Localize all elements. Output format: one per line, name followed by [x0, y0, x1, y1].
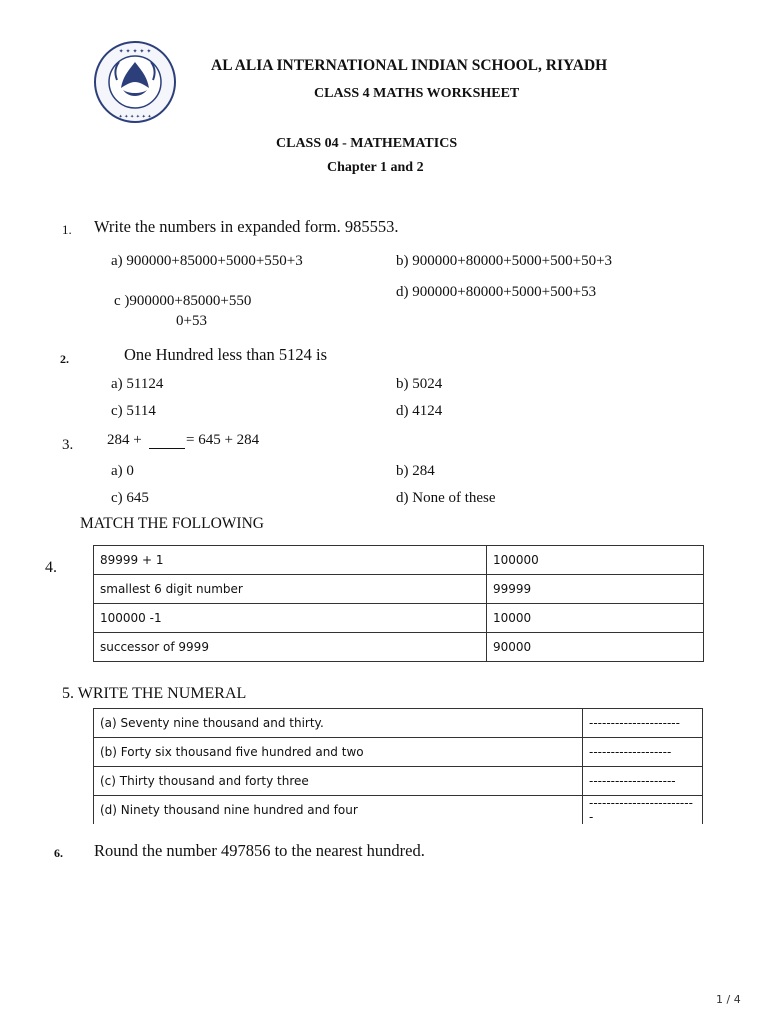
match-table	[93, 545, 704, 662]
match-left: 89999 + 1	[94, 546, 487, 575]
q2-option-a: a) 51124	[111, 376, 164, 392]
q2-option-d: d) 4124	[396, 403, 443, 419]
numeral-answer-blank: ---------------------	[583, 709, 703, 738]
q2-option-c: c) 5114	[111, 403, 156, 419]
q3-text-left: 284 +	[107, 432, 142, 448]
q3-option-b: b) 284	[396, 463, 435, 479]
numeral-answer-blank: -------------------------	[583, 796, 703, 825]
school-name: AL ALIA INTERNATIONAL INDIAN SCHOOL, RIYADH	[211, 57, 608, 74]
numeral-prompt: (d) Ninety thousand nine hundred and four	[94, 796, 583, 825]
table-row	[94, 796, 703, 825]
match-right: 90000	[487, 633, 704, 662]
match-right: 10000	[487, 604, 704, 633]
match-heading: MATCH THE FOLLOWING	[80, 515, 264, 532]
q1-option-a: a) 900000+85000+5000+550+3	[111, 253, 303, 269]
match-left: smallest 6 digit number	[94, 575, 487, 604]
q1-option-c-line2: 0+53	[176, 313, 207, 329]
table-row	[94, 738, 703, 767]
page-indicator: 1 / 4	[716, 993, 741, 1006]
table-row	[94, 604, 704, 633]
class-subject: CLASS 04 - MATHEMATICS	[276, 136, 458, 151]
worksheet-title: CLASS 4 MATHS WORKSHEET	[314, 86, 520, 101]
svg-text:✦ ✦ ✦ ✦ ✦: ✦ ✦ ✦ ✦ ✦	[118, 48, 152, 55]
numeral-prompt: (c) Thirty thousand and forty three	[94, 767, 583, 796]
table-row	[94, 575, 704, 604]
svg-text:✦ ✦ ✦ ✦ ✦ ✦: ✦ ✦ ✦ ✦ ✦ ✦	[118, 114, 152, 120]
numeral-answer-blank: -------------------	[583, 738, 703, 767]
q1-option-c-line1: c )900000+85000+550	[114, 293, 252, 309]
numeral-prompt: (b) Forty six thousand five hundred and two	[94, 738, 583, 767]
q1-text: Write the numbers in expanded form. 985553.	[94, 217, 399, 236]
q2-text: One Hundred less than 5124 is	[124, 345, 328, 364]
table-row	[94, 546, 704, 575]
q3-option-a: a) 0	[111, 463, 134, 479]
numeral-prompt: (a) Seventy nine thousand and thirty.	[94, 709, 583, 738]
q5-heading: 5. WRITE THE NUMERAL	[62, 685, 247, 702]
q3-blank	[149, 448, 185, 449]
q3-option-c: c) 645	[111, 490, 149, 506]
numeral-answer-blank: --------------------	[583, 767, 703, 796]
q1-number: 1.	[62, 222, 72, 237]
chapter-title: Chapter 1 and 2	[327, 160, 424, 175]
q3-text-right: = 645 + 284	[186, 432, 260, 448]
q4-number: 4.	[45, 559, 57, 576]
q6-text: Round the number 497856 to the nearest hundred.	[94, 841, 425, 860]
school-logo	[93, 40, 177, 124]
q1-option-d: d) 900000+80000+5000+500+53	[396, 284, 597, 300]
q2-number: 2.	[60, 352, 69, 366]
q1-option-b: b) 900000+80000+5000+500+50+3	[396, 253, 613, 269]
q6-number: 6.	[54, 846, 63, 860]
table-row	[94, 767, 703, 796]
q3-option-d: d) None of these	[396, 490, 496, 506]
match-right: 99999	[487, 575, 704, 604]
match-left: 100000 -1	[94, 604, 487, 633]
match-left: successor of 9999	[94, 633, 487, 662]
q2-option-b: b) 5024	[396, 376, 443, 392]
table-row	[94, 633, 704, 662]
numeral-table	[93, 708, 703, 824]
table-row	[94, 709, 703, 738]
match-right: 100000	[487, 546, 704, 575]
q3-number: 3.	[62, 437, 74, 453]
